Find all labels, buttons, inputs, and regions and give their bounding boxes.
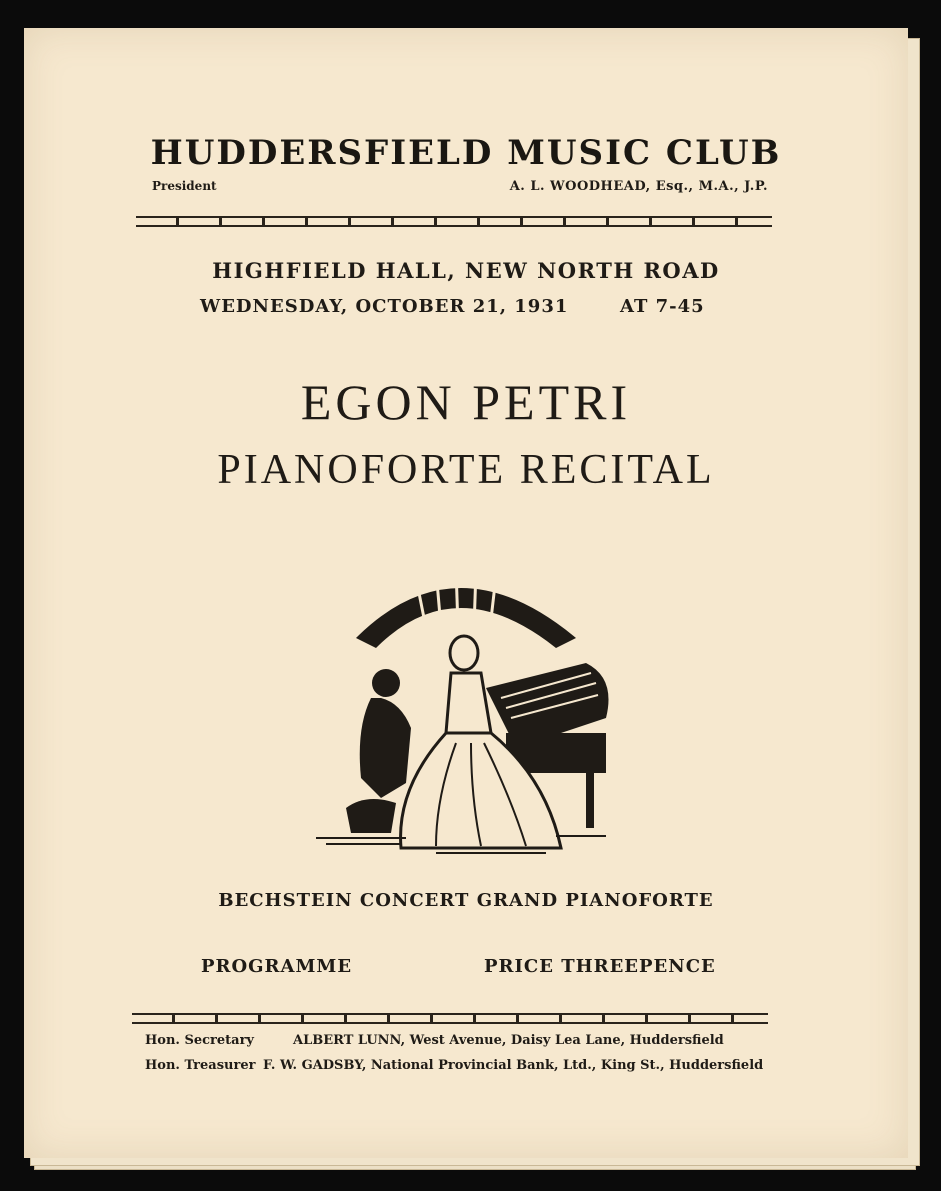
treasurer-detail: F. W. GADSBY, National Provincial Bank, Ltd., King St., Huddersfield: [263, 1058, 764, 1073]
event-time: AT 7-45: [620, 296, 705, 317]
bottom-divider: [132, 1013, 768, 1024]
recital-title: PIANOFORTE RECITAL: [217, 447, 715, 493]
price-label: PRICE THREEPENCE: [484, 956, 716, 977]
piano-make: BECHSTEIN CONCERT GRAND PIANOFORTE: [218, 890, 714, 911]
event-date: WEDNESDAY, OCTOBER 21, 1931: [200, 296, 569, 317]
president-label: President: [152, 179, 217, 193]
secretary-detail: ALBERT LUNN, West Avenue, Daisy Lea Lane, Huddersfield: [293, 1033, 724, 1048]
performer-name: EGON PETRI: [300, 374, 632, 430]
president-name: A. L. WOODHEAD, Esq., M.A., J.P.: [509, 179, 768, 194]
club-title: HUDDERSFIELD MUSIC CLUB: [150, 133, 782, 173]
secretary-line: [145, 1033, 724, 1048]
treasurer-line: [145, 1058, 763, 1073]
top-divider: [136, 216, 772, 227]
treasurer-role: Hon. Treasurer: [145, 1058, 256, 1073]
pianist-and-singer-illustration: [286, 558, 626, 858]
programme-cover: [24, 28, 908, 1158]
programme-label: PROGRAMME: [201, 956, 353, 977]
venue: HIGHFIELD HALL, NEW NORTH ROAD: [212, 258, 720, 283]
secretary-role: Hon. Secretary: [145, 1033, 254, 1048]
